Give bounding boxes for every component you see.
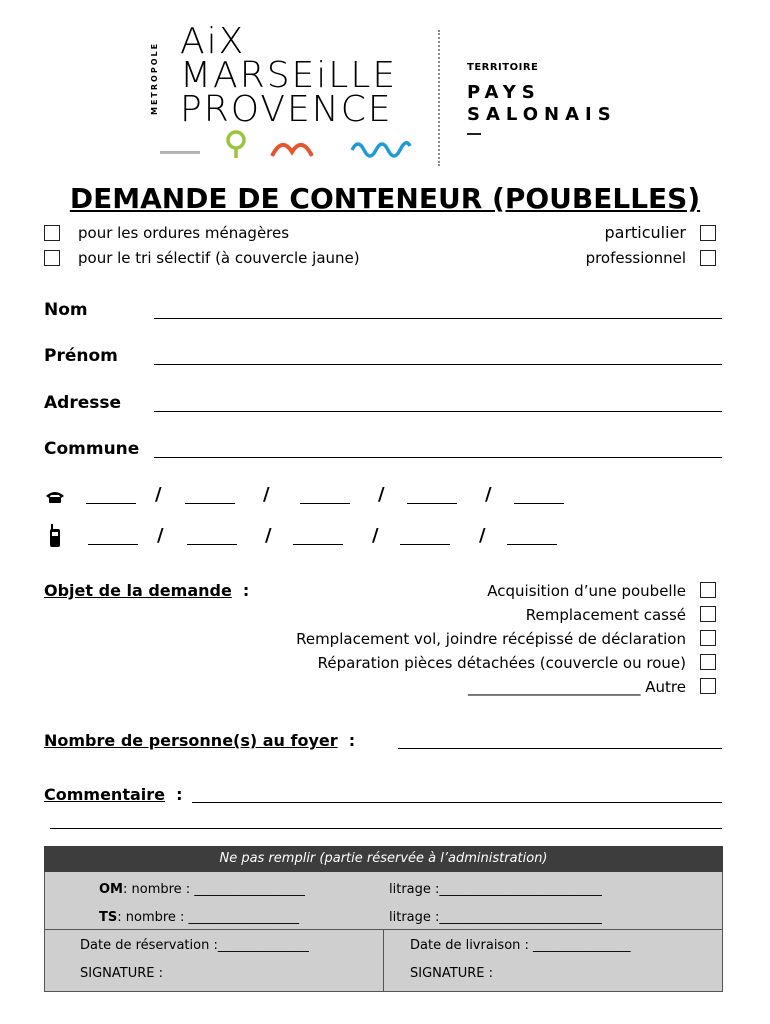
foyer-colon: : bbox=[348, 731, 356, 750]
admin-ts-label: TS bbox=[99, 910, 118, 925]
option-particulier: particulier bbox=[604, 223, 686, 242]
checkbox-remplacement-casse[interactable] bbox=[700, 606, 716, 622]
checkbox-reparation[interactable] bbox=[700, 654, 716, 670]
objet-option-acquisition: Acquisition d’une poubelle bbox=[487, 582, 686, 600]
checkbox-acquisition[interactable] bbox=[700, 582, 716, 598]
page-title: DEMANDE DE CONTENEUR (POUBELLES) bbox=[69, 182, 701, 215]
admin-om-nombre: : nombre : _________________ bbox=[123, 882, 305, 897]
mobile-segment-3[interactable] bbox=[293, 544, 343, 545]
checkbox-professionnel[interactable] bbox=[700, 250, 716, 266]
foyer-label: Nombre de personne(s) au foyer bbox=[44, 731, 338, 750]
logo-line-aix: AiX bbox=[180, 21, 246, 62]
objet-option-reparation: Réparation pièces détachées (couvercle ou roue) bbox=[317, 654, 686, 672]
mobile-segment-2[interactable] bbox=[187, 544, 237, 545]
checkbox-particulier[interactable] bbox=[700, 225, 716, 241]
option-professionnel: professionnel bbox=[585, 249, 686, 267]
commentaire-colon: : bbox=[176, 785, 183, 804]
admin-date-livraison: Date de livraison : _______________ bbox=[410, 938, 631, 953]
objet-heading bbox=[44, 581, 249, 600]
commentaire-heading bbox=[44, 785, 183, 804]
phone-segment-5[interactable] bbox=[514, 503, 564, 504]
input-prenom[interactable] bbox=[154, 364, 722, 365]
label-nom: Nom bbox=[44, 300, 88, 320]
objet-option-autre: _______________________ Autre bbox=[468, 678, 686, 696]
commentaire-label: Commentaire bbox=[44, 785, 165, 804]
admin-om-label: OM bbox=[99, 882, 123, 897]
logo-line-marseille: MARSEiLLE bbox=[180, 55, 398, 96]
admin-ts-litrage: litrage :_________________________ bbox=[389, 910, 602, 925]
objet-label: Objet de la demande bbox=[44, 581, 232, 600]
input-nom[interactable] bbox=[154, 318, 722, 319]
label-adresse: Adresse bbox=[44, 393, 122, 413]
checkbox-autre[interactable] bbox=[700, 678, 716, 694]
territory-name-pays: PAYS bbox=[467, 82, 541, 103]
admin-header: Ne pas remplir (partie réservée à l’administration) bbox=[44, 846, 723, 872]
mobile-slash: / bbox=[479, 525, 486, 546]
input-foyer[interactable] bbox=[398, 748, 722, 749]
territory-dash bbox=[467, 133, 481, 135]
objet-colon: : bbox=[242, 581, 250, 600]
mobile-slash: / bbox=[265, 525, 272, 546]
logo-symbols-icon bbox=[158, 126, 418, 162]
mobile-segment-1[interactable] bbox=[88, 544, 138, 545]
admin-om-row bbox=[99, 882, 305, 897]
input-commune[interactable] bbox=[154, 457, 722, 458]
checkbox-ordures-menageres[interactable] bbox=[44, 225, 60, 241]
mobile-slash: / bbox=[157, 525, 164, 546]
logo-line-provence: PROVENCE bbox=[180, 89, 393, 130]
checkbox-remplacement-vol[interactable] bbox=[700, 630, 716, 646]
phone-slash: / bbox=[378, 484, 385, 505]
admin-ts-nombre: : nombre : _________________ bbox=[117, 910, 300, 925]
phone-segment-2[interactable] bbox=[185, 503, 235, 504]
logo-separator bbox=[438, 30, 440, 166]
admin-signature-left: SIGNATURE : bbox=[80, 966, 163, 981]
checkbox-tri-selectif[interactable] bbox=[44, 250, 60, 266]
phone-segment-1[interactable] bbox=[86, 503, 136, 504]
mobile-segment-4[interactable] bbox=[400, 544, 450, 545]
admin-signature-right: SIGNATURE : bbox=[410, 966, 493, 981]
mobile-segment-5[interactable] bbox=[507, 544, 557, 545]
input-commentaire-line2[interactable] bbox=[50, 828, 722, 829]
admin-om-litrage: litrage :_________________________ bbox=[389, 882, 602, 897]
label-prenom: Prénom bbox=[44, 346, 118, 366]
mobile-phone-icon bbox=[46, 523, 64, 549]
phone-slash: / bbox=[485, 484, 492, 505]
option-ordures-menageres: pour les ordures ménagères bbox=[78, 224, 290, 242]
objet-option-remplacement-casse: Remplacement cassé bbox=[525, 606, 686, 624]
phone-slash: / bbox=[155, 484, 162, 505]
admin-divider-v bbox=[383, 929, 384, 992]
phone-icon bbox=[44, 488, 66, 504]
input-adresse[interactable] bbox=[154, 411, 722, 412]
phone-segment-3[interactable] bbox=[300, 503, 350, 504]
input-commentaire[interactable] bbox=[192, 802, 722, 803]
foyer-heading bbox=[44, 731, 355, 750]
objet-option-remplacement-vol: Remplacement vol, joindre récépissé de déclaration bbox=[296, 630, 686, 648]
mobile-slash: / bbox=[372, 525, 379, 546]
territory-label: TERRITOIRE bbox=[467, 62, 539, 73]
admin-ts-row bbox=[99, 910, 299, 925]
label-commune: Commune bbox=[44, 439, 140, 459]
phone-segment-4[interactable] bbox=[407, 503, 457, 504]
option-tri-selectif: pour le tri sélectif (à couvercle jaune) bbox=[78, 249, 360, 267]
admin-date-reservation: Date de réservation :______________ bbox=[80, 938, 309, 953]
metropole-label: METROPOLE bbox=[150, 41, 159, 115]
phone-slash: / bbox=[263, 484, 270, 505]
territory-name-salonais: SALONAIS bbox=[467, 104, 617, 125]
